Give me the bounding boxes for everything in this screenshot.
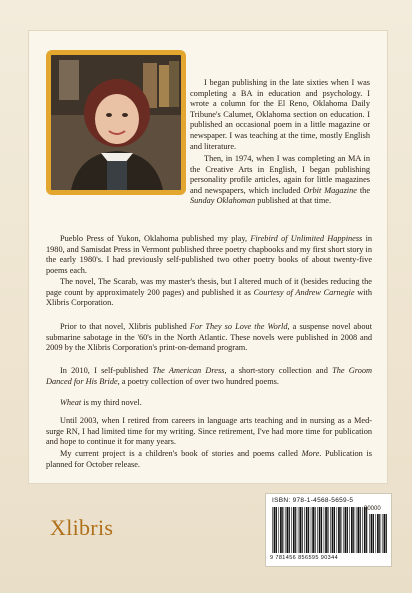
bio-text: published at that time. [255, 196, 332, 206]
barcode-bar [274, 507, 276, 553]
barcode-bar [345, 507, 347, 553]
bio-text: is my third novel. [81, 398, 142, 407]
author-portrait-image [51, 55, 181, 190]
title-sunday-oklahoman: Sunday Oklahoman [190, 196, 256, 206]
barcode-bar [295, 507, 296, 553]
barcode-bar [280, 507, 282, 553]
bio-paragraph-5 [46, 322, 372, 354]
barcode-bar [340, 507, 341, 553]
bio-text: Pueblo Press of Yukon, Oklahoma published my play, [60, 234, 251, 243]
barcode-bar [302, 507, 303, 553]
barcode-bar [317, 507, 318, 553]
barcode-bar [276, 507, 277, 553]
barcode-bar [362, 507, 363, 553]
bio-paragraph-1: I began publishing in the late sixties when I was completing a BA in education and psychology. I wrote a column for the El Reno, Oklahoma Daily Tribune's Calumet, Oklahoma section on education. I published an occasional poem in a little magazine or newspaper. I was teaching at the time, mostly English and literature. [190, 78, 370, 151]
barcode-bar [360, 507, 361, 553]
bio-text: the [356, 185, 370, 195]
barcode-bar [338, 507, 340, 553]
barcode-bar [327, 507, 328, 553]
title-the-groom-danced: The Groom Danced for His Bride [46, 366, 372, 386]
barcode-bar [364, 507, 366, 553]
barcode-bar [349, 507, 350, 553]
barcode-bar [379, 514, 380, 553]
bio-paragraph-3 [46, 234, 372, 276]
bio-text: The novel, The Scarab, was my master's thesis, but I altered much of it (besides reducing the page count by approximately 200 pages) and published it as [46, 277, 372, 297]
barcode-bars [272, 507, 368, 553]
barcode-bar [315, 507, 316, 553]
barcode-bar [272, 507, 273, 553]
barcode-bar [306, 507, 308, 553]
barcode-bar [382, 514, 383, 553]
bio-text: , a poetry collection of over two hundred poems. [117, 376, 279, 386]
bio-text: Prior to that novel, Xlibris published [60, 322, 190, 331]
bio-paragraph-7 [46, 398, 372, 409]
barcode-bar [324, 507, 325, 553]
barcode-bar [371, 514, 373, 553]
barcode-bar [384, 514, 386, 553]
barcode-bar [282, 507, 283, 553]
barcode-bar [278, 507, 279, 553]
price-code: 90000 [364, 506, 381, 512]
title-the-american-dress: The American Dress [152, 366, 225, 375]
barcode-bar [377, 514, 379, 553]
barcode-bar [298, 507, 299, 553]
bio-text: in 1980, and Samisdat Press in Vermont published three poetry chapbooks and my first short story in the early 1980's. I had previously self-published two other poetry books of about twenty-five poems each. [46, 234, 373, 275]
title-orbit-magazine: Orbit Magazine [303, 185, 357, 195]
barcode-bar [369, 514, 370, 553]
title-more: More [301, 449, 320, 458]
barcode-bar [293, 507, 295, 553]
isbn-barcode [265, 493, 392, 567]
barcode-bar [289, 507, 290, 553]
barcode-bar [334, 507, 335, 553]
barcode-number: 9 781456 856595 90344 [270, 555, 339, 561]
barcode-bar [351, 507, 353, 553]
barcode-bar [356, 507, 357, 553]
barcode-bar [375, 514, 376, 553]
barcode-bar [321, 507, 322, 553]
bio-text: In 2010, I self-published [60, 366, 153, 375]
bio-text: My current project is a children's book of stories and poems called [60, 449, 302, 458]
barcode-bar [291, 507, 292, 553]
barcode-bar [373, 514, 374, 553]
bio-text: , a suspense novel about submarine sabotage in the '60's in the North Atlantic. These novels were published in 2008 and 2009 by the Xlibris Corporation's print-on-demand program. [46, 322, 372, 353]
barcode-bar [357, 507, 359, 553]
barcode-bar [353, 507, 354, 553]
title-for-they-so-love-the-world: For They so Love the World [189, 322, 288, 331]
bio-text: Then, in 1974, when I was completing an MA in the Creative Arts in English, I began publishing personality profile articles, again for little magazines and newspapers, which included [190, 154, 370, 195]
barcode-bar [299, 507, 301, 553]
barcode-bar [343, 507, 344, 553]
barcode-addon-bars [369, 514, 387, 553]
isbn-label: ISBN: 978-1-4568-5659-5 [272, 497, 354, 504]
barcode-bar [330, 507, 331, 553]
barcode-bar [337, 507, 338, 553]
barcode-bar [287, 507, 289, 553]
bio-paragraph-2 [190, 154, 370, 207]
barcode-bar [332, 507, 334, 553]
bio-paragraph-8: Until 2003, when I retired from careers in language arts teaching and in nursing as a Med-surge RN, I had limited time for my writing. Since retirement, I've had more time for publication and hope to continue it for many years. [46, 416, 372, 447]
author-photo [46, 50, 186, 195]
barcode-bar [285, 507, 286, 553]
bio-text: . Publication is planned for October release. [46, 449, 372, 469]
barcode-bar [312, 507, 314, 553]
barcode-bar [366, 507, 367, 553]
bio-paragraph-4 [46, 277, 372, 309]
bio-paragraph-9 [46, 449, 372, 470]
title-firebird: Firebird of Unlimited Happiness [250, 234, 363, 243]
barcode-bar [386, 514, 387, 553]
barcode-bar [311, 507, 312, 553]
bio-text: with Xlibris Corporation. [46, 287, 372, 308]
bio-text: , a short-story collection and [224, 366, 333, 375]
barcode-bar [325, 507, 327, 553]
title-courtesy-of-andrew-carnegie: Courtesy of Andrew Carnegie [253, 287, 355, 297]
bio-paragraph-6 [46, 366, 372, 387]
barcode-bar [347, 507, 348, 553]
publisher-logo: Xlibris [50, 515, 114, 540]
barcode-bar [308, 507, 309, 553]
barcode-bar [319, 507, 321, 553]
title-wheat: Wheat [60, 398, 82, 407]
barcode-bar [304, 507, 305, 553]
